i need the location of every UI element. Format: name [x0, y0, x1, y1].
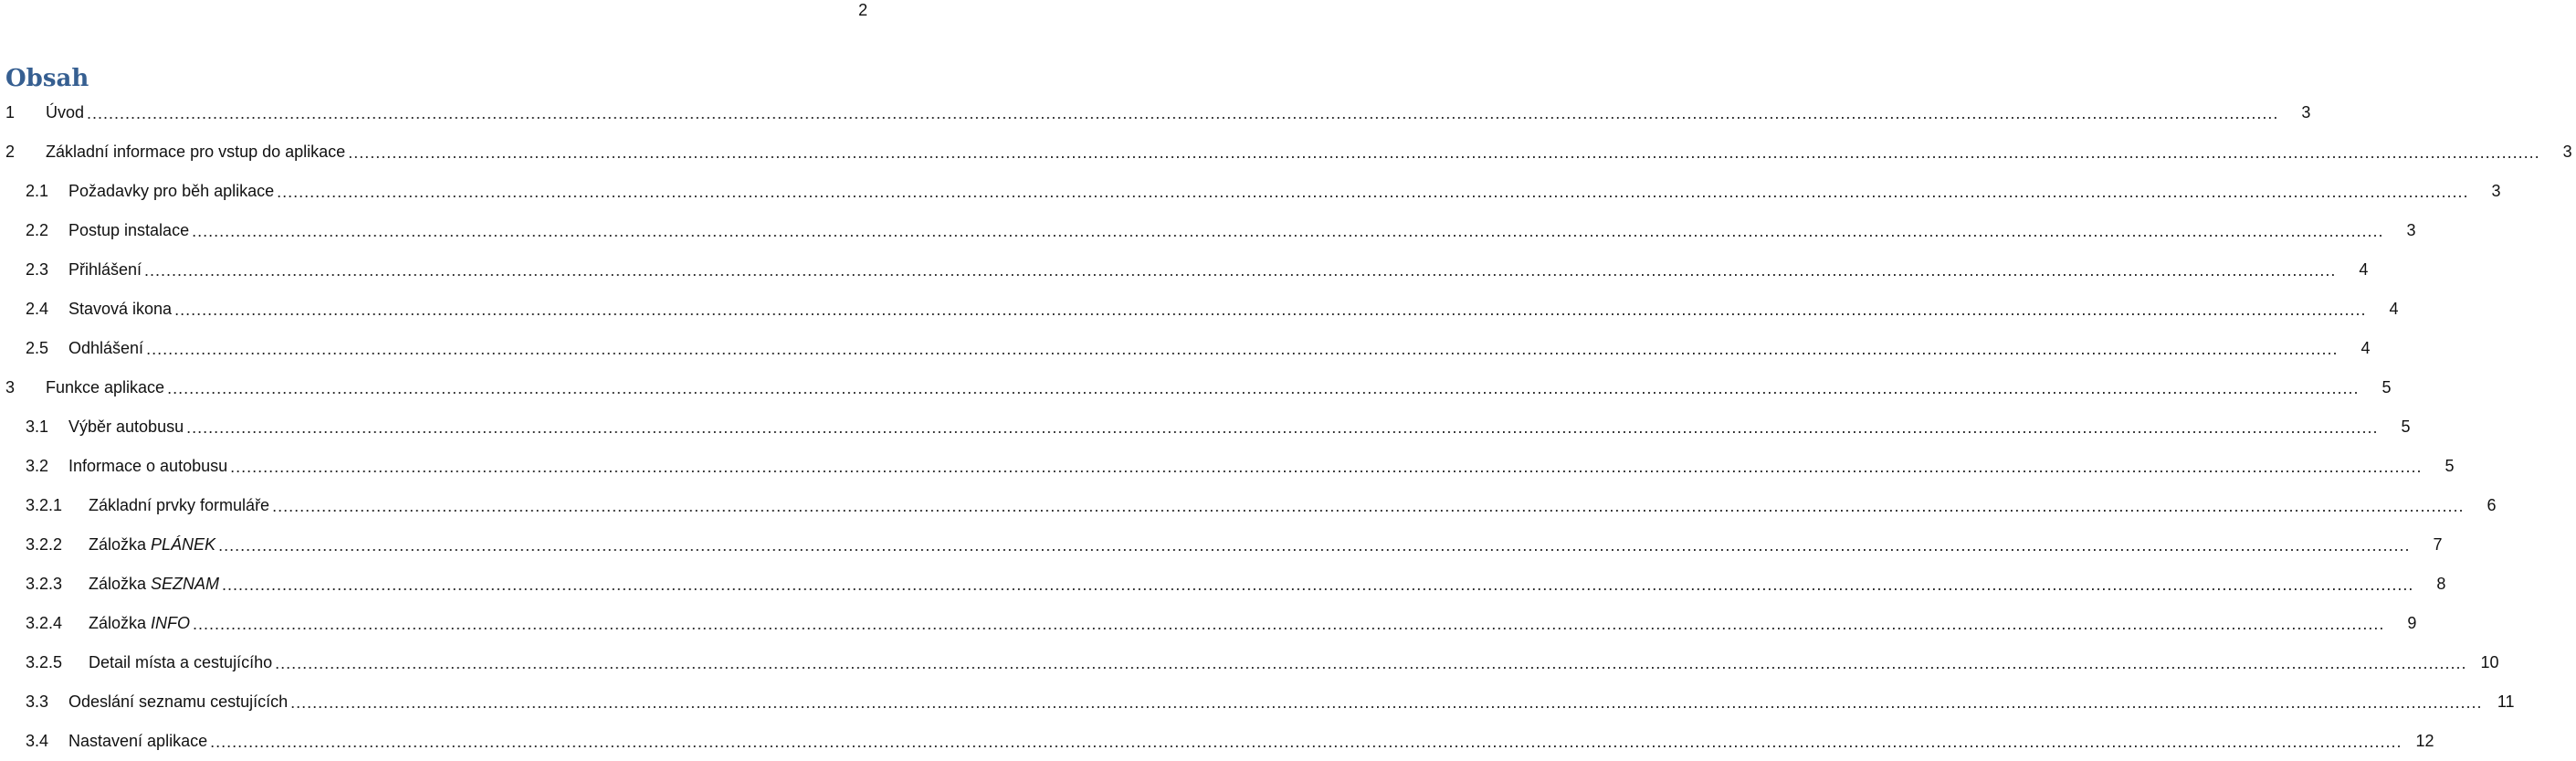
toc-entry-label-text: Nastavení aplikace	[68, 732, 208, 750]
toc-entry-label	[89, 496, 269, 515]
toc-entry-label	[68, 182, 274, 201]
toc-entry-number: 2.2	[26, 221, 49, 239]
toc-dot-leader: ................................................................................................................................................................................................................................................................................................................................................................................................................	[210, 732, 2403, 751]
toc-entry[interactable]	[5, 132, 2572, 172]
toc-entry-number: 3.2.4	[26, 614, 63, 632]
toc-entry-label	[89, 535, 216, 555]
toc-entry-number: 2	[5, 143, 16, 161]
toc-entry-label-text: Přihlášení	[68, 260, 142, 279]
toc-dot-leader: ................................................................................................................................................................................................................................................................................................................................................................................................................	[275, 653, 2467, 672]
toc-entry-number: 2.1	[26, 182, 49, 200]
toc-dot-leader: ................................................................................................................................................................................................................................................................................................................................................................................................................	[193, 614, 2385, 633]
toc-entry-label	[68, 732, 207, 751]
toc-entry-label	[68, 339, 143, 358]
toc-dot-leader: ................................................................................................................................................................................................................................................................................................................................................................................................................	[146, 339, 2339, 358]
toc-entry-page: 5	[2401, 417, 2411, 436]
toc-entry-page: 8	[2436, 575, 2446, 593]
toc-list	[5, 93, 2572, 761]
toc-entry-page: 11	[2497, 692, 2515, 711]
toc-entry[interactable]	[5, 211, 2416, 250]
toc-entry-label-italic: INFO	[151, 614, 191, 632]
toc-entry-number: 3.2.5	[26, 653, 63, 671]
toc-entry-label-text: Základní informace pro vstup do aplikace	[46, 143, 346, 161]
toc-entry-number: 2.3	[26, 260, 49, 279]
toc-entry-label-text: Odhlášení	[68, 339, 144, 357]
toc-entry-page: 10	[2480, 653, 2499, 671]
toc-entry[interactable]	[5, 682, 2515, 722]
toc-entry-page: 3	[2406, 221, 2416, 239]
toc-entry-number: 3	[5, 378, 16, 396]
toc-dot-leader: ................................................................................................................................................................................................................................................................................................................................................................................................................	[230, 457, 2423, 476]
toc-entry-label	[68, 417, 184, 437]
toc-entry-page: 4	[2389, 300, 2399, 318]
toc-entry-page: 12	[2415, 732, 2434, 750]
toc-entry-page: 5	[2445, 457, 2455, 475]
toc-entry-label	[46, 103, 84, 122]
toc-dot-leader: ................................................................................................................................................................................................................................................................................................................................................................................................................	[218, 535, 2411, 555]
toc-entry-number: 2.5	[26, 339, 49, 357]
toc-entry-label-text: Základní prvky formuláře	[89, 496, 270, 514]
toc-entry-label-italic: SEZNAM	[151, 575, 220, 593]
toc-dot-leader: ................................................................................................................................................................................................................................................................................................................................................................................................................	[192, 221, 2384, 240]
toc-entry[interactable]	[5, 329, 2371, 368]
toc-entry-page: 3	[2491, 182, 2501, 200]
toc-entry-label-text: Záložka	[89, 575, 152, 593]
toc-entry-number: 3.4	[26, 732, 49, 750]
toc-entry[interactable]	[5, 93, 2311, 132]
toc-entry[interactable]	[5, 722, 2434, 761]
toc-entry[interactable]	[5, 486, 2497, 525]
toc-entry[interactable]	[5, 368, 2392, 407]
toc-entry-label	[68, 457, 227, 476]
toc-entry-label-text: Informace o autobusu	[68, 457, 228, 475]
toc-entry-label-italic: PLÁNEK	[151, 535, 216, 554]
toc-entry-number: 3.1	[26, 417, 49, 436]
toc-dot-leader: ................................................................................................................................................................................................................................................................................................................................................................................................................	[348, 143, 2540, 162]
toc-dot-leader: ................................................................................................................................................................................................................................................................................................................................................................................................................	[272, 496, 2465, 515]
toc-entry-number: 2.4	[26, 300, 49, 318]
toc-entry-label	[89, 614, 190, 633]
toc-dot-leader: ................................................................................................................................................................................................................................................................................................................................................................................................................	[290, 692, 2483, 712]
toc-entry-label-text: Záložka	[89, 535, 152, 554]
toc-entry-number: 3.2.3	[26, 575, 63, 593]
toc-title: Obsah	[5, 65, 89, 92]
toc-entry[interactable]	[5, 643, 2499, 682]
toc-entry-label	[68, 260, 142, 280]
toc-entry-label-text: Stavová ikona	[68, 300, 173, 318]
toc-entry-number: 3.2.2	[26, 535, 63, 554]
toc-dot-leader: ................................................................................................................................................................................................................................................................................................................................................................................................................	[277, 182, 2469, 201]
toc-entry[interactable]	[5, 525, 2443, 565]
toc-entry[interactable]	[5, 172, 2501, 211]
toc-entry-label-text: Postup instalace	[68, 221, 190, 239]
toc-entry[interactable]	[5, 250, 2369, 290]
toc-entry-page: 4	[2360, 339, 2371, 357]
toc-dot-leader: ................................................................................................................................................................................................................................................................................................................................................................................................................	[222, 575, 2414, 594]
toc-entry-label	[68, 300, 172, 319]
toc-dot-leader: ................................................................................................................................................................................................................................................................................................................................................................................................................	[87, 103, 2279, 122]
toc-entry-number: 1	[5, 103, 16, 122]
toc-entry-label	[89, 575, 219, 594]
page-number: 2	[857, 1, 867, 19]
toc-entry[interactable]	[5, 565, 2446, 604]
toc-entry-label-text: Funkce aplikace	[46, 378, 165, 396]
toc-entry-page: 4	[2359, 260, 2369, 279]
toc-entry-page: 3	[2562, 143, 2572, 161]
toc-entry-page: 7	[2433, 535, 2443, 554]
toc-entry-label-text: Detail místa a cestujícího	[89, 653, 273, 671]
toc-entry[interactable]	[5, 407, 2411, 447]
toc-entry-label	[46, 378, 164, 397]
toc-entry-label-text: Záložka	[89, 614, 152, 632]
toc-entry-label	[68, 692, 288, 712]
toc-entry-label-text: Odeslání seznamu cestujících	[68, 692, 289, 711]
toc-entry-label	[68, 221, 189, 240]
toc-entry-number: 3.3	[26, 692, 49, 711]
toc-dot-leader: ................................................................................................................................................................................................................................................................................................................................................................................................................	[174, 300, 2367, 319]
toc-entry[interactable]	[5, 290, 2399, 329]
toc-entry[interactable]	[5, 447, 2455, 486]
toc-entry[interactable]	[5, 604, 2417, 643]
toc-entry-label-text: Výběr autobusu	[68, 417, 184, 436]
toc-dot-leader: ................................................................................................................................................................................................................................................................................................................................................................................................................	[186, 417, 2379, 437]
toc-entry-label	[46, 143, 345, 162]
toc-entry-label	[89, 653, 272, 672]
toc-entry-label-text: Úvod	[46, 103, 85, 122]
toc-entry-number: 3.2	[26, 457, 49, 475]
toc-dot-leader: ................................................................................................................................................................................................................................................................................................................................................................................................................	[167, 378, 2360, 397]
toc-entry-page: 3	[2301, 103, 2311, 122]
toc-entry-page: 5	[2381, 378, 2392, 396]
toc-entry-page: 6	[2487, 496, 2497, 514]
toc-dot-leader: ................................................................................................................................................................................................................................................................................................................................................................................................................	[144, 260, 2337, 280]
toc-entry-label-text: Požadavky pro běh aplikace	[68, 182, 275, 200]
toc-entry-page: 9	[2407, 614, 2417, 632]
toc-entry-number: 3.2.1	[26, 496, 63, 514]
